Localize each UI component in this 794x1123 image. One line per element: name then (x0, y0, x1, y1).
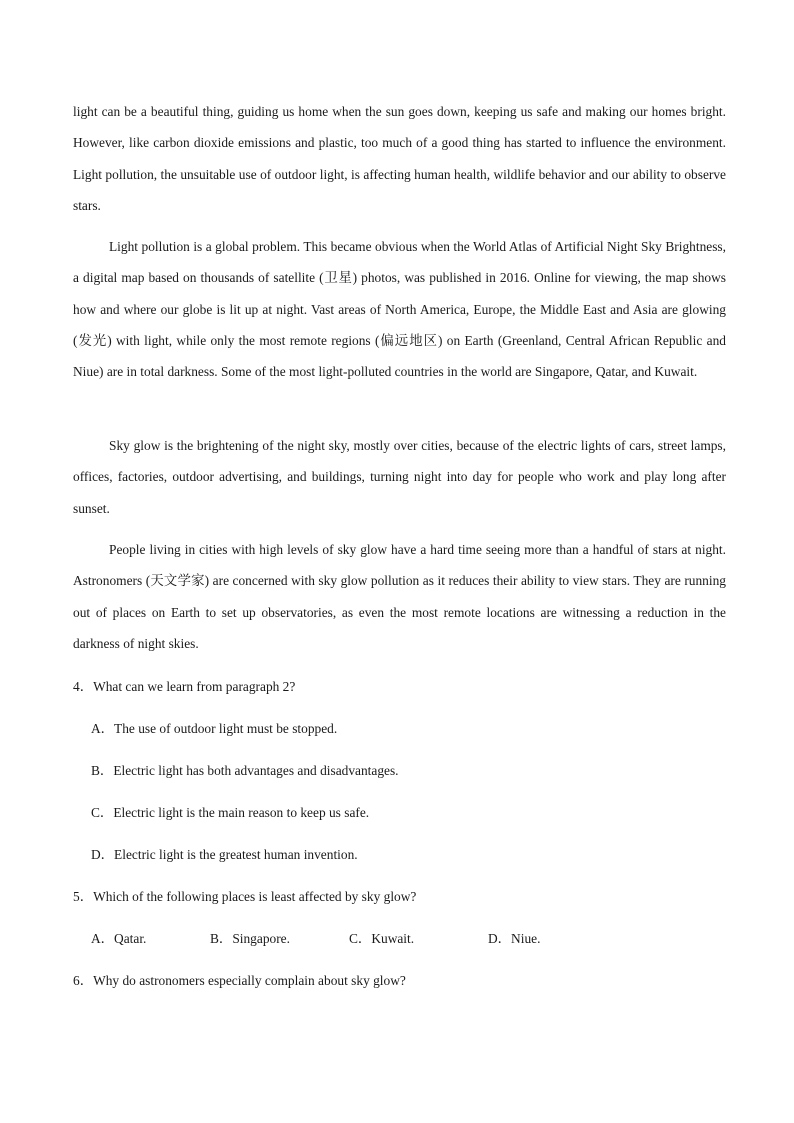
question-5-option-c: C．Kuwait. (349, 931, 415, 946)
question-4-option-b: B．Electric light has both advantages and disadvantages. (91, 763, 399, 778)
passage-paragraph-1: light can be a beautiful thing, guiding us home when the sun goes down, keeping us safe and making our homes bright. However, like carbon dioxide emissions and plastic, too much of a good thing has started to influence the environment. Light pollution, the unsuitable use of outdoor light, is affecting human health, wildlife behavior and our ability to observe stars. (73, 104, 726, 213)
question-5-option-a: A．Qatar. (91, 931, 147, 946)
question-4-option-a: A．The use of outdoor light must be stopped. (91, 721, 338, 736)
question-5-stem: 5．Which of the following places is least affected by sky glow? (73, 889, 417, 904)
question-6-stem: 6．Why do astronomers especially complain about sky glow? (73, 973, 406, 988)
passage-paragraph-4: People living in cities with high levels of sky glow have a hard time seeing more than a handful of stars at night. Astronomers (天文学家) are concerned with sky glow pollution as it reduces their ability to view stars. They are running out of places on Earth to set up observatories, as even the most remote locations are witnessing a reduction in the darkness of night skies. (73, 542, 726, 651)
question-4-stem: 4．What can we learn from paragraph 2? (73, 679, 296, 694)
passage-paragraph-2: Light pollution is a global problem. This became obvious when the World Atlas of Artificial Night Sky Brightness, a digital map based on thousands of satellite (卫星) photos, was published in 2016. Online for viewing, the map shows how and where our globe is lit up at night. Vast areas of North America, Europe, the Middle East and Asia are glowing (发光) with light, while only the most remote regions (偏远地区) on Earth (Greenland, Central African Republic and Niue) are in total darkness. Some of the most light-polluted countries in the world are Singapore, Qatar, and Kuwait. (73, 239, 726, 380)
passage-paragraph-3: Sky glow is the brightening of the night sky, mostly over cities, because of the electric lights of cars, street lamps, offices, factories, outdoor advertising, and buildings, turning night into day for people who work and play long after sunset. (73, 438, 726, 516)
question-4-option-d: D．Electric light is the greatest human invention. (91, 847, 358, 862)
question-5-option-d: D．Niue. (488, 931, 541, 946)
question-5-option-b: B．Singapore. (210, 931, 290, 946)
question-4-option-c: C．Electric light is the main reason to keep us safe. (91, 805, 370, 820)
